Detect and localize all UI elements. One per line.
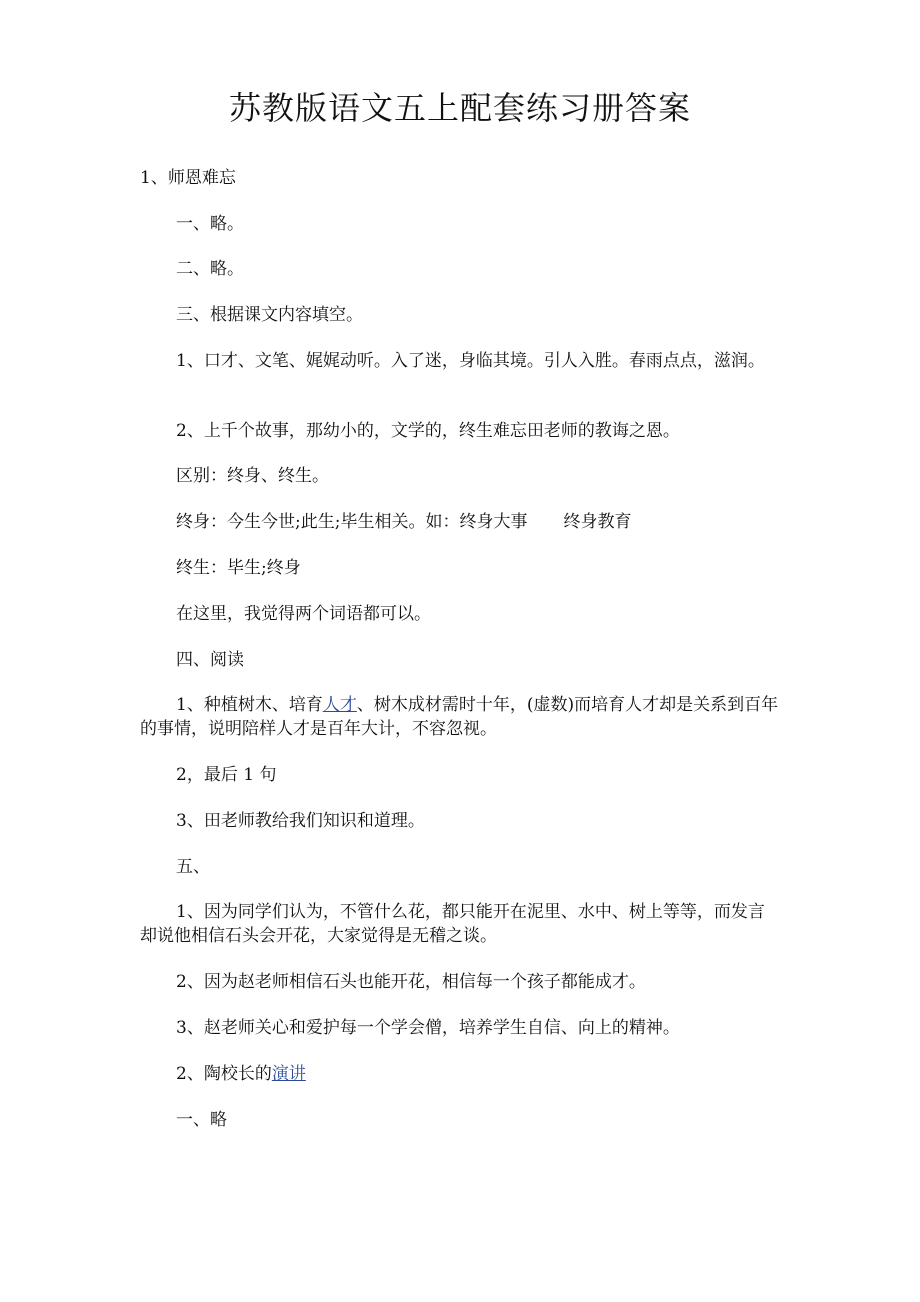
yanjiang-link[interactable]: 演讲 — [271, 1064, 306, 1084]
zhongsheng-definition: 终生：毕生;终身 — [176, 558, 301, 578]
lesson-1-q4-answer-1 — [140, 693, 780, 741]
lesson-2-heading-text: 2、陶校长的 — [176, 1064, 272, 1084]
lesson-1-q5-answer-1: 1、因为同学们认为，不管什么花，都只能开在泥里、水中、树上等等，而发言却说他相信石头会开花，大家觉得是无稽之谈。 — [140, 902, 765, 946]
lesson-2-heading — [140, 1062, 780, 1086]
lesson-2-q1: 一、略 — [176, 1110, 227, 1130]
zhongshen-example: 终身教育 — [563, 512, 632, 532]
lesson-1-q3: 三、根据课文内容填空。 — [176, 305, 363, 325]
zhongshen-definition-text: 终身：今生今世;此生;毕生相关。如：终身大事 — [176, 512, 528, 532]
rencai-link[interactable]: 人才 — [322, 695, 357, 715]
lesson-1-q1: 一、略。 — [176, 214, 244, 234]
q4-answer-1-pre: 1、种植树木、培育 — [176, 695, 323, 715]
both-ok-note: 在这里，我觉得两个词语都可以。 — [176, 604, 431, 624]
lesson-1-heading: 1、师恩难忘 — [140, 168, 236, 188]
lesson-1-q3-answer-1: 1、口才、文笔、娓娓动听。入了迷，身临其境。引人入胜。春雨点点，滋润。 — [176, 351, 765, 371]
lesson-1-q5: 五、 — [176, 857, 210, 877]
lesson-1-q4-answer-3: 3、田老师教给我们知识和道理。 — [176, 811, 425, 831]
zhongshen-definition — [140, 510, 780, 534]
difference-note: 区别：终身、终生。 — [176, 466, 329, 486]
lesson-1-q3-answer-2: 2、上千个故事，那幼小的，文学的，终生难忘田老师的教诲之恩。 — [176, 421, 680, 441]
q4-answer-1-post: 、树木成材需时十年，(虚数)而培育人才却是关系到百年的事情，说明陪样人才是百年大计，不容忽视。 — [140, 695, 779, 739]
lesson-1-q5-answer-3: 3、赵老师关心和爱护每一个学会僧，培养学生自信、向上的精神。 — [176, 1018, 680, 1038]
lesson-1-q5-answer-2: 2、因为赵老师相信石头也能开花，相信每一个孩子都能成才。 — [176, 972, 646, 992]
document-title: 苏教版语文五上配套练习册答案 — [228, 89, 691, 127]
lesson-1-q4: 四、阅读 — [176, 650, 244, 670]
lesson-1-q4-answer-2: 2，最后 1 句 — [176, 765, 277, 785]
lesson-1-q2: 二、略。 — [176, 259, 244, 279]
